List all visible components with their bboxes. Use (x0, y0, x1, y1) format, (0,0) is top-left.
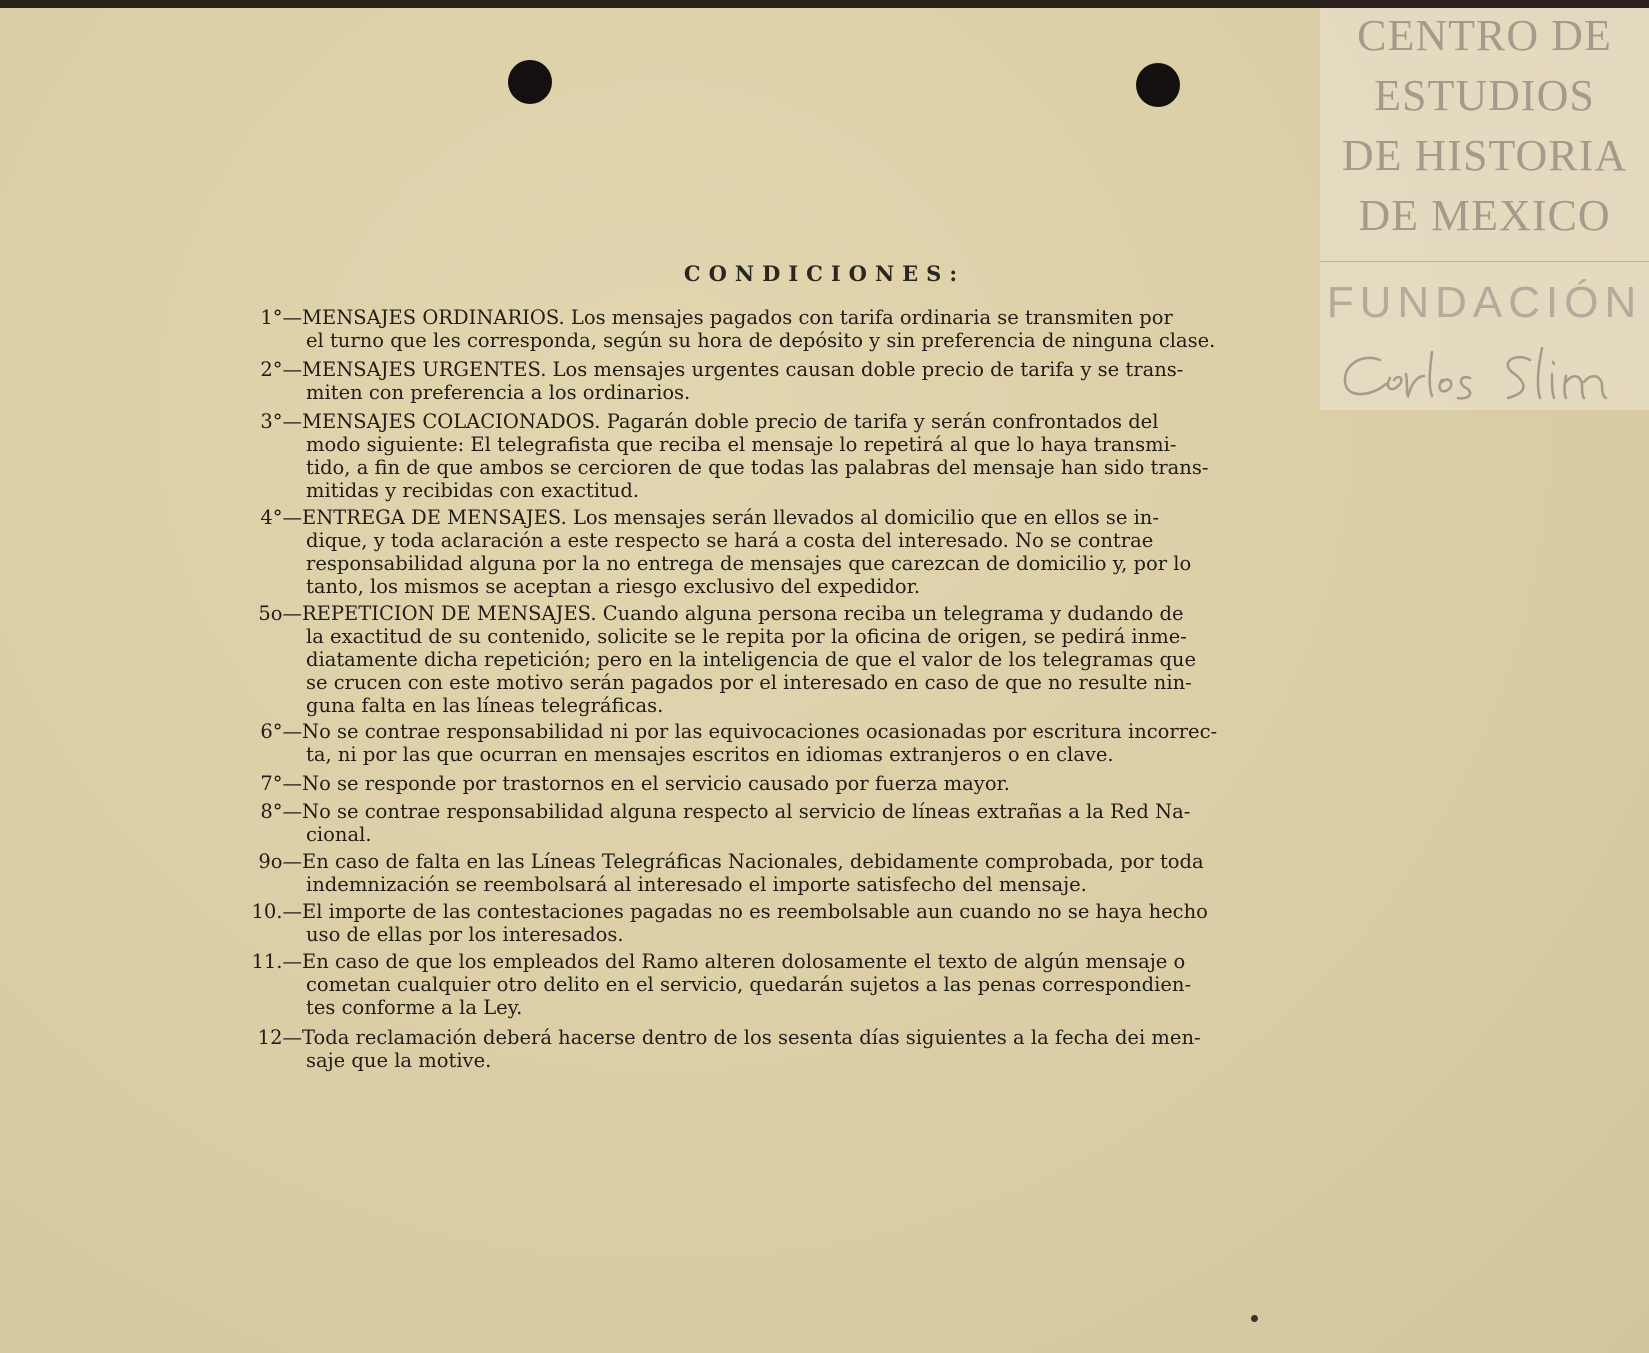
condition-text-line: guna falta en las líneas telegráficas. (306, 694, 664, 717)
condition-text-line: uso de ellas por los interesados. (306, 923, 624, 946)
condition-text-line: No se contrae responsabilidad ni por las equivocaciones ocasionadas por escritura incorrec- (302, 720, 1218, 743)
condition-text-line: Toda reclamación deberá hacerse dentro de los sesenta días siguientes a la fecha dei men- (302, 1026, 1201, 1049)
condition-text-line: En caso de que los empleados del Ramo alteren dolosamente el texto de algún mensaje o (302, 950, 1186, 973)
condition-text-line: MENSAJES URGENTES. Los mensajes urgentes causan doble precio de tarifa y se trans- (302, 358, 1184, 381)
condition-number: 6°— (260, 720, 302, 743)
condition-text-line: mitidas y recibidas con exactitud. (306, 479, 640, 502)
condition-text-line: MENSAJES ORDINARIOS. Los mensajes pagados con tarifa ordinaria se transmiten por (302, 306, 1173, 329)
condition-text-line: MENSAJES COLACIONADOS. Pagarán doble precio de tarifa y serán confrontados del (302, 410, 1159, 433)
condition-number: 12— (257, 1026, 302, 1049)
condition-number: 4°— (260, 506, 302, 529)
condition-text-line: modo siguiente: El telegrafista que reciba el mensaje lo repetirá al que lo haya transmi- (306, 433, 1177, 456)
condition-number: 5o— (258, 602, 302, 625)
condition-text-line: REPETICION DE MENSAJES. Cuando alguna persona reciba un telegrama y dudando de (302, 602, 1184, 625)
document-page (0, 8, 1649, 1353)
condition-number: 10.— (251, 900, 302, 923)
condition-number: 9o— (258, 850, 302, 873)
condition-number: 11.— (251, 950, 302, 973)
condition-text-line: tes conforme a la Ley. (306, 996, 523, 1019)
condition-text-line: saje que la motive. (306, 1049, 492, 1072)
condition-text-line: el turno que les corresponda, según su hora de depósito y sin preferencia de ninguna clase. (306, 329, 1216, 352)
document-title: CONDICIONES: (683, 261, 966, 286)
condition-text-line: la exactitud de su contenido, solicite se le repita por la oficina de origen, se pedirá inme- (306, 625, 1187, 648)
condition-text-line: diatamente dicha repetición; pero en la inteligencia de que el valor de los telegramas que (306, 648, 1197, 671)
condition-text-line: se crucen con este motivo serán pagados por el interesado en caso de que no resulte nin- (306, 671, 1192, 694)
condition-number: 3°— (260, 410, 302, 433)
condition-text-line: dique, y toda aclaración a este respecto se hará a costa del interesado. No se contrae (306, 529, 1154, 552)
condition-number: 1°— (260, 306, 302, 329)
condition-text-line: cometan cualquier otro delito en el servicio, quedarán sujetos a las penas correspondien- (306, 973, 1192, 996)
condition-text-line: responsabilidad alguna por la no entrega de mensajes que carezcan de domicilio y, por lo (306, 552, 1192, 575)
condition-number: 2°— (260, 358, 302, 381)
condition-number: 7°— (260, 772, 302, 795)
condition-text-line: ta, ni por las que ocurran en mensajes escritos en idiomas extranjeros o en clave. (306, 743, 1114, 766)
condition-text-line: El importe de las contestaciones pagadas no es reembolsable aun cuando no se haya hecho (302, 900, 1208, 923)
punch-hole-right (1136, 63, 1180, 107)
condition-text-line: ENTREGA DE MENSAJES. Los mensajes serán llevados al domicilio que en ellos se in- (302, 506, 1159, 529)
condition-text-line: No se contrae responsabilidad alguna respecto al servicio de líneas extrañas a la Red Na- (302, 800, 1191, 823)
condition-text-line: cional. (306, 823, 372, 846)
punch-hole-left (508, 60, 552, 104)
paper-speck (1251, 1315, 1258, 1322)
watermark-line-3: DE HISTORIA (1341, 131, 1628, 180)
watermark-line-4: DE MEXICO (1358, 191, 1611, 240)
condition-text-line: indemnización se reembolsará al interesado el importe satisfecho del mensaje. (306, 873, 1087, 896)
watermark-line-1: CENTRO DE (1357, 11, 1612, 60)
signature-logo (1320, 338, 1649, 410)
watermark-line-2: ESTUDIOS (1374, 71, 1595, 120)
condition-text-line: No se responde por trastornos en el servicio causado por fuerza mayor. (302, 772, 1010, 795)
condition-text-line: tanto, los mismos se aceptan a riesgo exclusivo del expedidor. (306, 575, 921, 598)
condition-text-line: miten con preferencia a los ordinarios. (306, 381, 691, 404)
condition-number: 8°— (260, 800, 302, 823)
watermark-foundation: FUNDACIÓN (1326, 278, 1643, 327)
condition-text-line: En caso de falta en las Líneas Telegráficas Nacionales, debidamente comprobada, por toda (302, 850, 1204, 873)
condition-text-line: tido, a fin de que ambos se cercioren de que todas las palabras del mensaje han sido trans- (306, 456, 1209, 479)
archive-watermark (1320, 8, 1649, 410)
